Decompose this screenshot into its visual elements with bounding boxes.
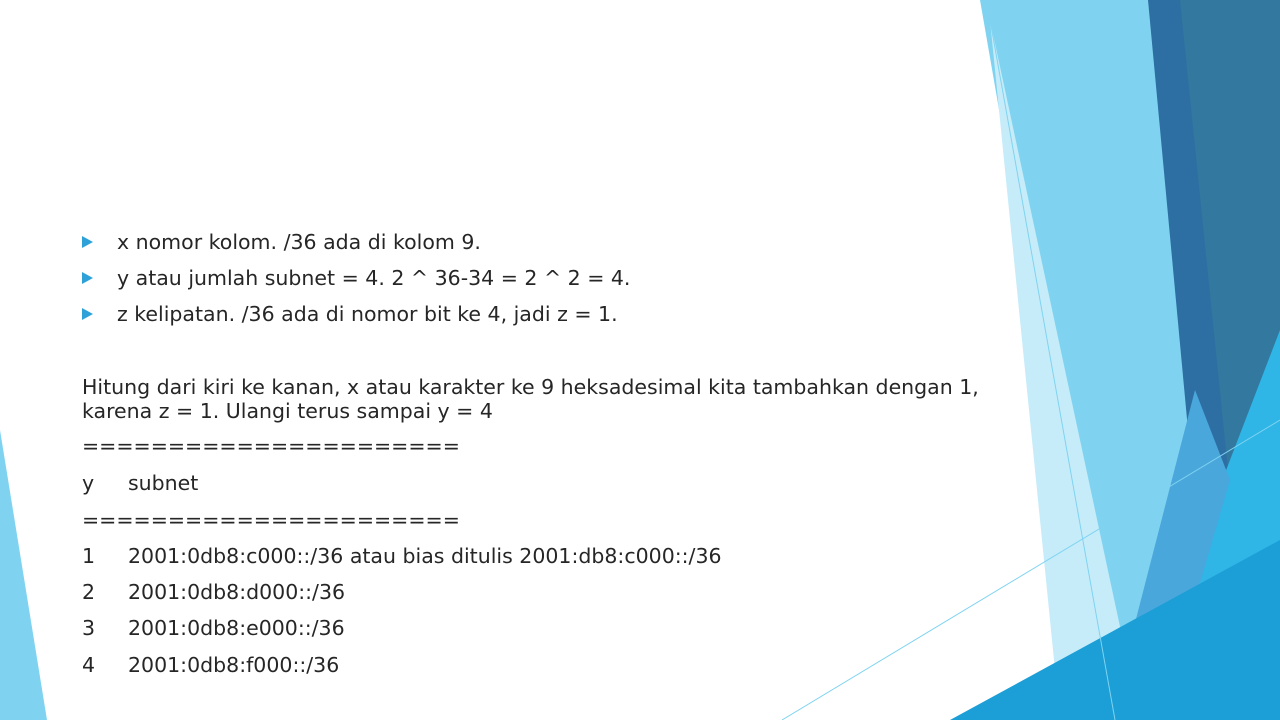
- row-y: 4: [82, 653, 96, 677]
- row-subnet: 2001:0db8:e000::/36: [128, 616, 345, 640]
- header-subnet: subnet: [128, 471, 199, 495]
- bullet-item: [82, 301, 618, 327]
- explanation-paragraph: Hitung dari kiri ke kanan, x atau karakter ke 9 heksadesimal kita tambahkan dengan 1, karena z = 1. Ulangi terus sampai y = 4: [82, 375, 979, 423]
- row-subnet: 2001:0db8:c000::/36 atau bias ditulis 2001:db8:c000::/36: [128, 544, 722, 568]
- row-subnet: 2001:0db8:f000::/36: [128, 653, 340, 677]
- table-row: [82, 652, 339, 678]
- triangle-bullet-icon: [82, 236, 93, 248]
- table-header: [82, 470, 198, 496]
- bullet-item: [82, 265, 630, 291]
- bullet-text: x nomor kolom. /36 ada di kolom 9.: [117, 230, 481, 254]
- table-row: [82, 579, 345, 605]
- row-y: 2: [82, 580, 96, 604]
- row-y: 3: [82, 616, 96, 640]
- separator-line: ======================: [82, 508, 460, 532]
- separator-line: ======================: [82, 434, 460, 458]
- triangle-bullet-icon: [82, 308, 93, 320]
- bullet-text: y atau jumlah subnet = 4. 2 ^ 36-34 = 2 ^ 2 = 4.: [117, 266, 631, 290]
- bullet-text: z kelipatan. /36 ada di nomor bit ke 4, jadi z = 1.: [117, 302, 618, 326]
- row-y: 1: [82, 544, 96, 568]
- table-row: [82, 543, 722, 569]
- table-row: [82, 615, 345, 641]
- left-accent-shape: [0, 430, 47, 720]
- row-subnet: 2001:0db8:d000::/36: [128, 580, 346, 604]
- header-y: y: [82, 471, 95, 495]
- triangle-bullet-icon: [82, 272, 93, 284]
- bullet-item: [82, 229, 481, 255]
